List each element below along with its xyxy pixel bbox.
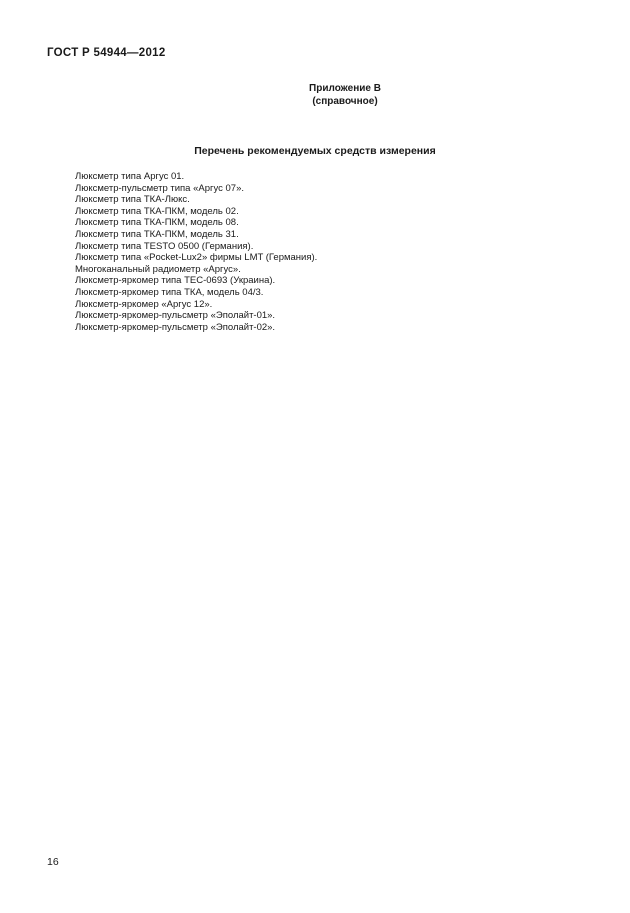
- appendix-block: [0, 82, 630, 108]
- list-item: Люксметр-яркомер «Аргус 12».: [75, 298, 213, 310]
- list-item: Люксметр типа TESTO 0500 (Германия).: [75, 240, 254, 252]
- instrument-list: [75, 171, 317, 333]
- list-item: Люксметр типа ТКА-ПКМ, модель 02.: [75, 205, 239, 217]
- appendix-title: Приложение В: [309, 83, 381, 94]
- list-item: Люксметр-пульсметр типа «Аргус 07».: [75, 182, 244, 194]
- list-item: Люксметр типа ТКА-Люкс.: [75, 194, 190, 206]
- document-code: ГОСТ Р 54944—2012: [47, 47, 166, 59]
- list-item: Люксметр типа «Pocket-Lux2» фирмы LMT (Германия).: [75, 252, 318, 264]
- list-item: Люксметр-яркомер типа ТКА, модель 04/3.: [75, 286, 264, 298]
- list-item: Люксметр типа ТКА-ПКМ, модель 31.: [75, 228, 239, 240]
- list-item: Люксметр типа Аргус 01.: [75, 171, 185, 182]
- section-heading: [0, 145, 630, 157]
- list-item: Люксметр-яркомер-пульсметр «Эполайт-02».: [75, 321, 276, 333]
- page-number: 16: [47, 856, 59, 868]
- list-item: Люксметр типа ТКА-ПКМ, модель 08.: [75, 217, 239, 229]
- list-item: Люксметр-яркомер типа ТЕС-0693 (Украина).: [75, 275, 276, 287]
- list-item: Многоканальный радиометр «Аргус».: [75, 263, 241, 275]
- section-heading-text: Перечень рекомендуемых средств измерения: [194, 145, 436, 157]
- list-item: Люксметр-яркомер-пульсметр «Эполайт-01».: [75, 310, 276, 322]
- appendix-subtitle: (справочное): [312, 96, 378, 107]
